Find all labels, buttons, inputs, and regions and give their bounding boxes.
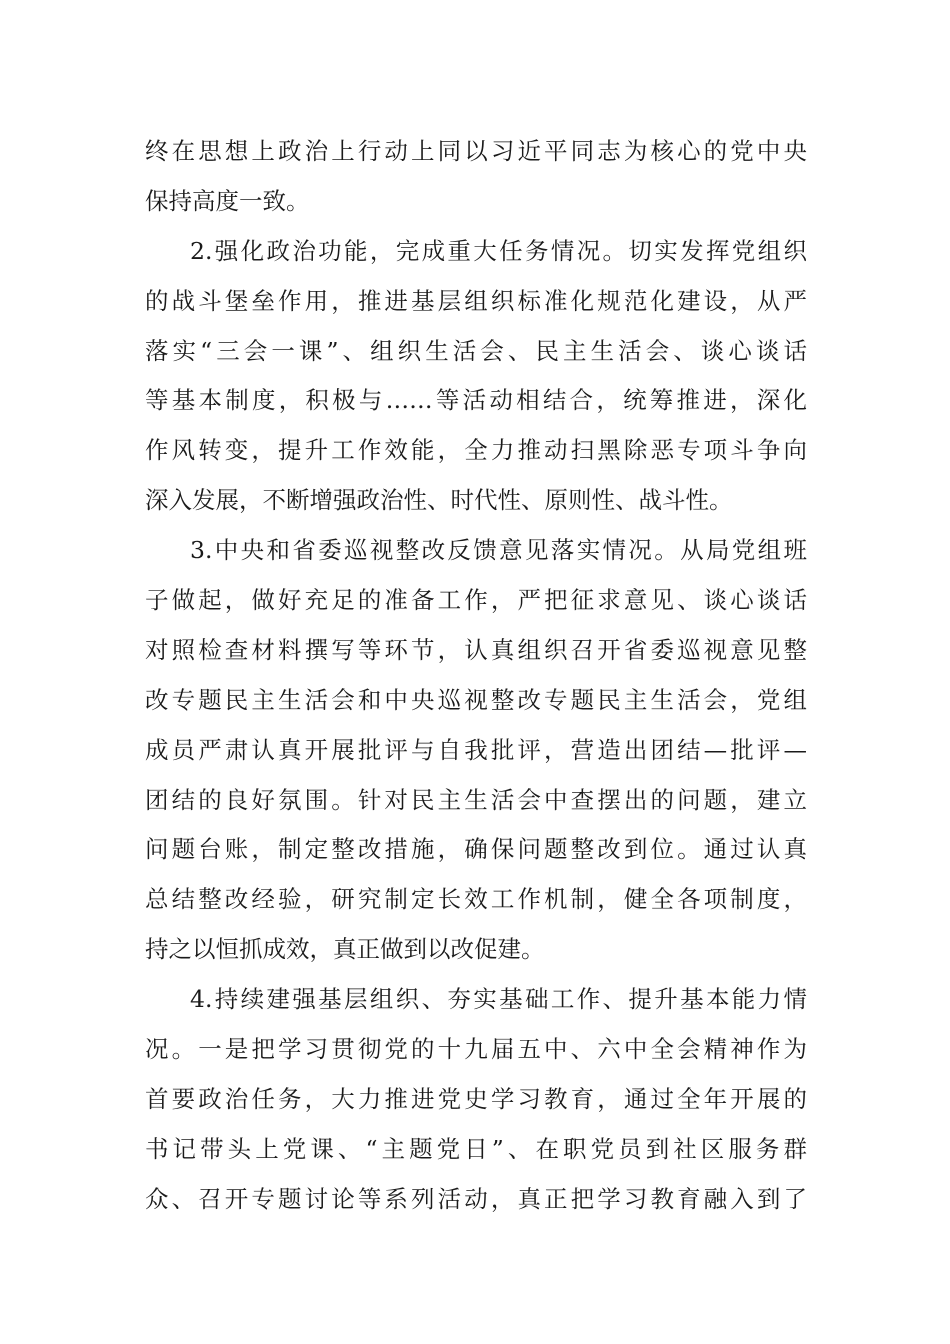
text-line: 问题台账，制定整改措施，确保问题整改到位。通过认真 xyxy=(145,835,807,864)
body-text xyxy=(145,127,807,1225)
text-line: 保持高度一致。 xyxy=(145,186,310,215)
text-line: 众、召开专题讨论等系列活动，真正把学习教育融入到了 xyxy=(145,1184,807,1213)
text-line: 子做起，做好充足的准备工作，严把征求意见、谈心谈话 xyxy=(145,586,807,615)
paragraph-heading-line: 4.持续建强基层组织、夯实基础工作、提升基本能力情 xyxy=(190,985,807,1014)
paragraph-heading-line: 3.中央和省委巡视整改反馈意见落实情况。从局党组班 xyxy=(190,536,807,565)
text-line: 首要政治任务，大力推进党史学习教育，通过全年开展的 xyxy=(145,1084,807,1113)
text-line: 终在思想上政治上行动上同以习近平同志为核心的党中央 xyxy=(145,137,807,165)
text-line: 落实“三会一课”、组织生活会、民主生活会、谈心谈话 xyxy=(145,336,807,365)
text-line: 对照检查材料撰写等环节，认真组织召开省委巡视意见整 xyxy=(145,635,807,664)
text-line: 等基本制度，积极与……等活动相结合，统筹推进，深化 xyxy=(145,386,807,415)
text-line: 的战斗堡垒作用，推进基层组织标准化规范化建设，从严 xyxy=(145,286,807,315)
text-line: 总结整改经验，研究制定长效工作机制，健全各项制度， xyxy=(145,885,807,914)
text-line: 作风转变，提升工作效能，全力推动扫黑除恶专项斗争向 xyxy=(145,436,807,465)
text-line: 深入发展，不断增强政治性、时代性、原则性、战斗性。 xyxy=(145,486,733,515)
text-line: 团结的良好氛围。针对民主生活会中查摆出的问题，建立 xyxy=(145,785,807,814)
text-line: 成员严肃认真开展批评与自我批评，营造出团结—批评— xyxy=(145,735,807,764)
text-line: 况。一是把学习贯彻党的十九届五中、六中全会精神作为 xyxy=(145,1035,807,1064)
paragraph-heading-line: 2.强化政治功能，完成重大任务情况。切实发挥党组织 xyxy=(190,236,807,265)
text-line: 书记带头上党课、“主题党日”、在职党员到社区服务群 xyxy=(145,1134,807,1163)
text-line: 持之以恒抓成效，真正做到以改促建。 xyxy=(145,935,545,964)
text-line: 改专题民主生活会和中央巡视整改专题民主生活会，党组 xyxy=(145,685,807,714)
